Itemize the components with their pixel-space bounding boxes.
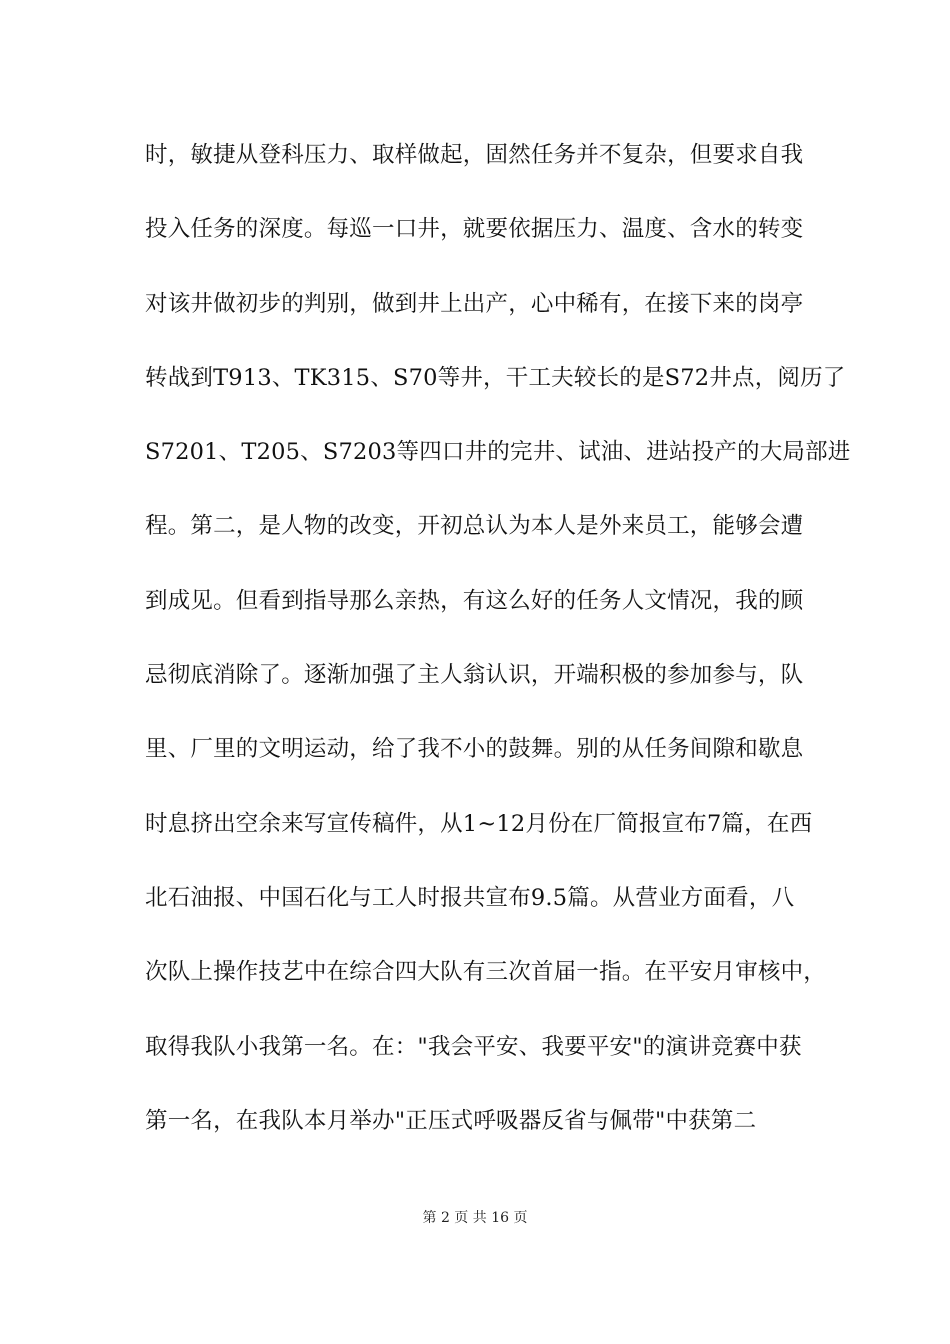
text-line: 忌彻底消除了。逐渐加强了主人翁认识，开端积极的参加参与，队: [145, 662, 804, 689]
text-line: 转战到T913、TK315、S70等井，干工夫较长的是S72井点，阅历了: [145, 364, 846, 391]
text-line: 北石油报、中国石化与工人时报共宣布9.5篇。从营业方面看，八: [145, 884, 795, 911]
text-line: 程。第二，是人物的改变，开初总认为本人是外来员工，能够会遭: [145, 513, 804, 540]
text-line: 次队上操作技艺中在综合四大队有三次首届一指。在平安月审核中，: [145, 959, 827, 986]
text-line: 时息挤出空余来写宣传稿件，从1~12月份在厂简报宣布7篇，在西: [145, 810, 813, 837]
text-line: 取得我队小我第一名。在："我会平安、我要平安"的演讲竞赛中获: [145, 1033, 802, 1060]
text-line: 投入任务的深度。每巡一口井，就要依据压力、温度、含水的转变: [145, 216, 804, 243]
text-line: 里、厂里的文明运动，给了我不小的鼓舞。别的从任务间隙和歇息: [145, 736, 804, 763]
text-line: 时，敏捷从登科压力、取样做起，固然任务并不复杂，但要求自我: [145, 142, 804, 168]
text-line: S7201、T205、S7203等四口井的完井、试油、进站投产的大局部进: [145, 439, 851, 466]
text-line: 对该井做初步的判别，做到井上出产，心中稀有，在接下来的岗亭: [145, 290, 804, 317]
text-line: 第一名，在我队本月举办"正压式呼吸器反省与佩带"中获第二: [145, 1107, 757, 1134]
body-text: [145, 132, 851, 1172]
text-line: 到成见。但看到指导那么亲热，有这么好的任务人文情况，我的顾: [145, 587, 804, 614]
page-number-footer: 第 2 页 共 16 页: [422, 1210, 528, 1226]
